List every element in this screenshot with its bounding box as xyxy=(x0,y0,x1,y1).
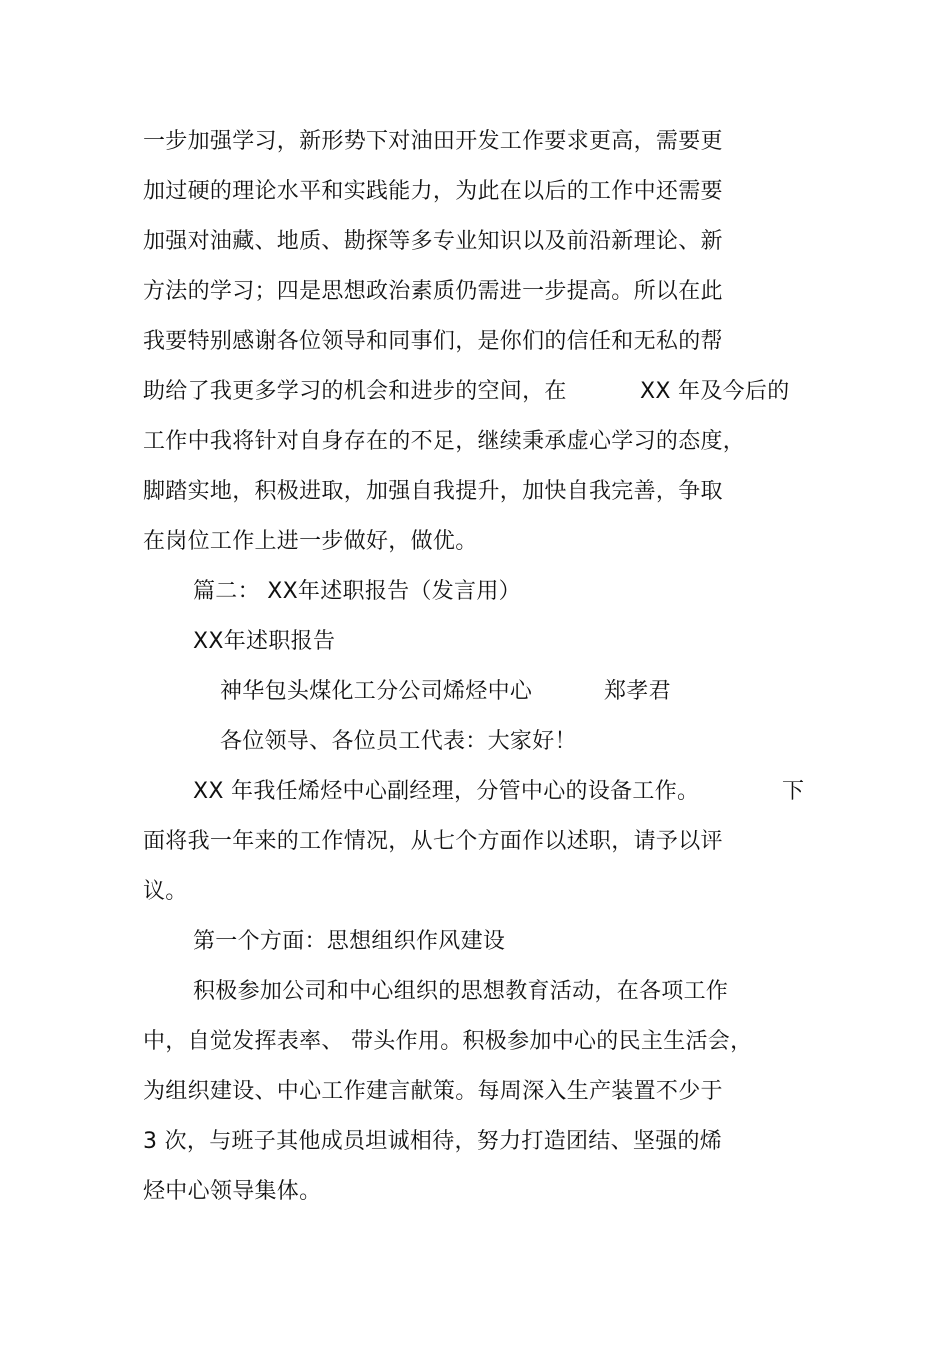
text-line: 积极参加公司和中心组织的思想教育活动，在各项工作 xyxy=(193,979,729,1004)
report-title: XX年述职报告 xyxy=(193,629,336,654)
text-line: 在岗位工作上进一步做好，做优。 xyxy=(143,529,478,554)
text-line: 加过硬的理论水平和实践能力，为此在以后的工作中还需要 xyxy=(143,179,723,204)
text-line: 烃中心领导集体。 xyxy=(143,1179,322,1204)
text-line: 方法的学习；四是思想政治素质仍需进一步提高。所以在此 xyxy=(143,279,723,304)
text-line: 为组织建设、中心工作建言献策。每周深入生产装置不少于 xyxy=(143,1079,723,1104)
subsection-heading: 第一个方面：思想组织作风建设 xyxy=(193,929,506,954)
text-line: 助给了我更多学习的机会和进步的空间，在 xyxy=(143,379,567,404)
text-line: 脚踏实地，积极进取，加强自我提升，加快自我完善，争取 xyxy=(143,479,723,504)
text-line: 我要特别感谢各位领导和同事们，是你们的信任和无私的帮 xyxy=(143,329,723,354)
text-line: 3 次，与班子其他成员坦诚相待，努力打造团结、坚强的烯 xyxy=(143,1129,723,1154)
author-name: 郑孝君 xyxy=(604,679,671,704)
salutation: 各位领导、各位员工代表：大家好！ xyxy=(220,729,577,754)
text-line: 一步加强学习，新形势下对油田开发工作要求更高，需要更 xyxy=(143,129,723,154)
text-line: XX 年及今后的 xyxy=(640,379,790,404)
text-line: 下 xyxy=(782,779,805,804)
text-line: XX 年我任烯烃中心副经理，分管中心的设备工作。 xyxy=(193,779,700,804)
section-heading: 篇二： XX年述职报告（发言用） xyxy=(193,579,521,604)
text-line: 议。 xyxy=(143,879,188,904)
text-line: 工作中我将针对自身存在的不足，继续秉承虚心学习的态度， xyxy=(143,429,746,454)
text-line: 中，自觉发挥表率、 带头作用。积极参加中心的民主生活会， xyxy=(143,1029,753,1054)
text-line: 加强对油藏、地质、勘探等多专业知识以及前沿新理论、新 xyxy=(143,229,723,254)
text-line: 面将我一年来的工作情况，从七个方面作以述职，请予以评 xyxy=(143,829,723,854)
organization-name: 神华包头煤化工分公司烯烃中心 xyxy=(220,679,533,704)
